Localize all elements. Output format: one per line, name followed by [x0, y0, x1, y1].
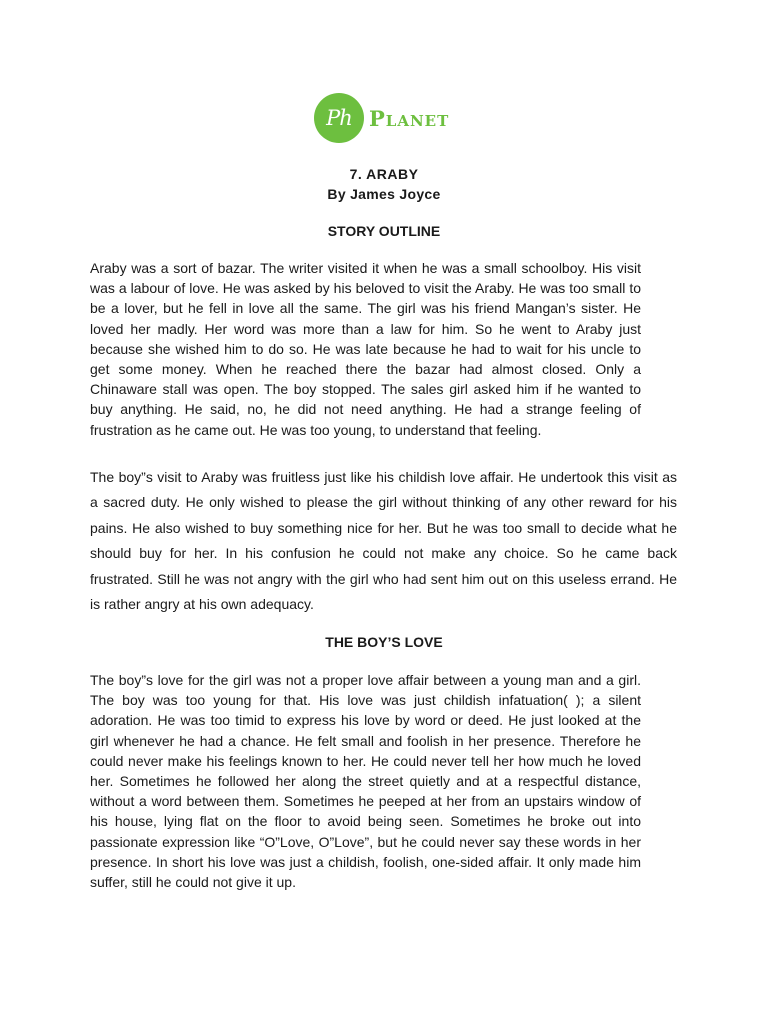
story-outline-paragraph-1: Araby was a sort of bazar. The writer visited it when he was a small schoolboy. His visit was a labour of love. He was asked by his beloved to visit the Araby. He was too small to be a lover, but he fell in love all the same. The girl was his friend Mangan’s sister. He loved her madly. Her word was more than a law for him. So he went to Araby just because she wished him to do so. He was late because he had to wait for his uncle to get some money. When he reached there the bazar had almost closed. Only a Chinaware stall was open. The boy stopped. The sales girl asked him if he wanted to buy anything. He said, no, he did not need anything. He had a strange feeling of frustration as he came out. He was too young, to understand that feeling.: [90, 260, 641, 438]
section-heading-boys-love: THE BOY’S LOVE: [325, 634, 443, 650]
section-heading-story-outline: STORY OUTLINE: [327, 223, 441, 239]
logo-mark: Ph: [314, 93, 364, 143]
ph-planet-logo: [314, 92, 449, 144]
story-outline-paragraph-2: The boy”s visit to Araby was fruitless just like his childish love affair. He undertook this visit as a sacred duty. He only wished to please the girl without thinking of any other reward for his pains. He also wished to buy something nice for her. But he was too small to decide what he should buy for her. In his confusion he could not make any choice. So he came back frustrated. Still he was not angry with the girl who had sent him out on this useless errand. He is rather angry at his own adequacy.: [90, 469, 677, 613]
author-byline: By James Joyce: [327, 186, 441, 202]
chapter-title: 7. ARABY: [349, 166, 419, 182]
boys-love-paragraph: The boy”s love for the girl was not a proper love affair between a young man and a girl. The boy was too young for that. His love was just childish infatuation( ); a silent adoration. He was too timid to express his love by word or deed. He just looked at the girl whenever he had a chance. He felt small and foolish in her presence. Therefore he could never make his feelings known to her. He could never tell her how much he loved her. Sometimes he followed her along the street quietly and at a respectful distance, without a word between them. Sometimes he peeped at her from an upstairs window of his house, lying flat on the floor to avoid being seen. Sometimes he broke out into passionate expression like “O”Love, O”Love”, but he could never say these words in her presence. In short his love was just a childish, foolish, one-sided affair. It only made him suffer, still he could not give it up.: [90, 672, 641, 891]
logo-wordmark: Planet: [369, 105, 450, 131]
